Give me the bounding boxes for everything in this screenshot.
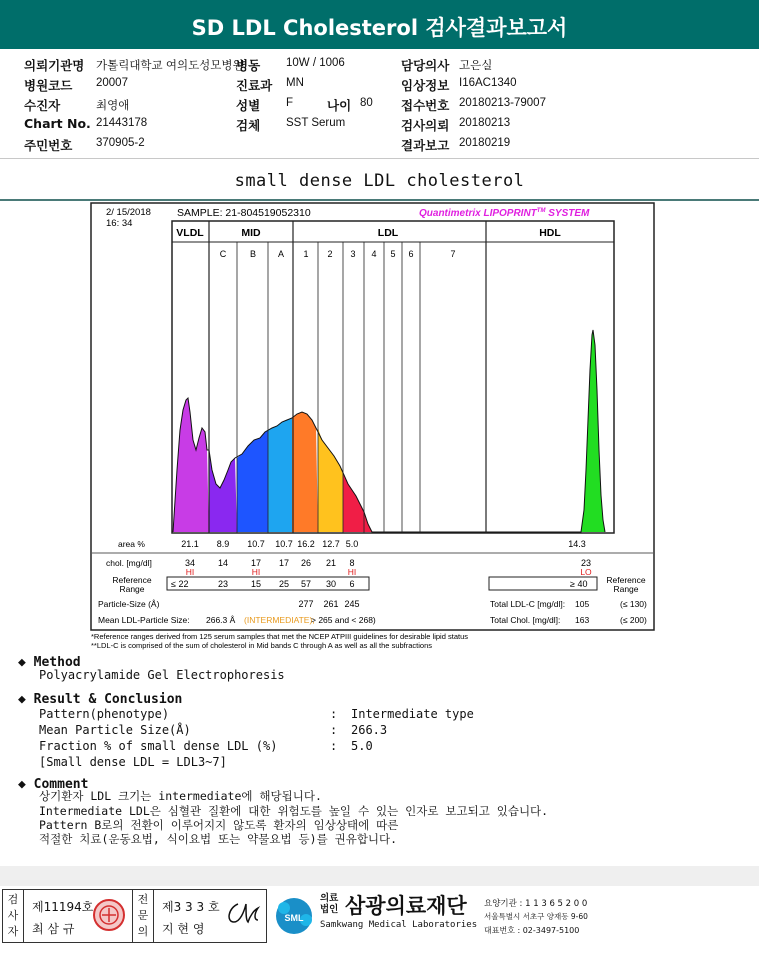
org-code: 요양기관 : 1 1 3 6 5 2 0 0 [484,899,588,909]
band-b: B [249,249,257,259]
specialist-label-box: 전 문 의 [132,889,154,943]
org-tel: 대표번호 : 02-3497-5100 [484,926,580,935]
result-sep: : [330,739,338,753]
comment-title: Comment [33,777,89,792]
total-ldl-value: 105 [575,599,590,609]
recipient-value: 최영애 [96,100,130,112]
svg-text:245: 245 [344,599,360,609]
svg-text:34: 34 [184,558,196,568]
fill-mid-a [268,418,292,532]
institution-label: 의뢰기관명 [24,58,85,73]
report-date: 2/ 15/2018 [106,207,151,218]
group-hdl: HDL [539,227,561,239]
age-label: 나이 [327,98,352,113]
group-ldl: LDL [377,227,399,239]
svg-text:HI: HI [185,567,195,577]
examiner-box [23,889,133,943]
particle-size-label: Particle-Size (Å) [98,599,160,609]
svg-text:277: 277 [298,599,314,609]
svg-text:17: 17 [278,558,290,568]
specimen-label: 검체 [236,118,261,133]
group-mid: MID [241,227,261,239]
comment-line: 상기환자 LDL 크기는 intermediate에 해당됩니다. [39,789,322,803]
receipt-no-value: 20180213-79007 [459,97,546,109]
svg-text:21: 21 [325,558,337,568]
band-3: 3 [350,249,356,259]
band-a: A [277,249,285,259]
brand-name: Quantimetrix LIPOPRINT™ SYSTEM [419,208,590,219]
svg-text:LO: LO [580,567,592,577]
diamond-bullet-icon: ◆ [18,777,34,792]
sample-id: SAMPLE: 21-804519052310 [177,207,311,219]
department-label: 진료과 [236,78,273,93]
svg-text:10.7: 10.7 [247,539,265,549]
svg-text:SML: SML [284,913,304,923]
result-report-label: 결과보고 [401,138,450,153]
specialist-box [153,889,267,943]
org-eng: Samkwang Medical Laboratories [320,920,478,930]
result-note: [Small dense LDL = LDL3~7] [39,755,227,769]
svg-text:12.7: 12.7 [322,539,340,549]
band-2: 2 [327,249,333,259]
comment-line: 적절한 치료(운동요법, 식이요법 또는 약물요법 등)를 권유합니다. [39,832,398,846]
svg-text:261: 261 [323,599,339,609]
ref-right-2: Range [613,584,639,594]
chol-label: chol. [mg/dl] [106,558,152,568]
svg-text:30: 30 [325,579,337,589]
hospital-code-label: 병원코드 [24,78,73,93]
result-title: Result & Conclusion [33,692,183,707]
diamond-bullet-icon: ◆ [18,692,34,707]
result-section [18,688,182,707]
ward-value: 10W / 1006 [286,57,345,69]
org-addr: 서울특별시 서초구 양재동 9-60 [484,912,588,921]
svg-text:57: 57 [300,579,312,589]
svg-text:25: 25 [278,579,290,589]
result-value: Intermediate type [351,707,474,721]
band-4: 4 [371,249,377,259]
result-report-value: 20180219 [459,137,511,149]
doctor-value: 고은실 [459,60,493,72]
hospital-code-value: 20007 [96,77,128,89]
comment-line: Pattern B로의 전환이 이루어지지 않도록 환자의 임상상태에 따른 [39,818,399,832]
svg-text:≤ 22: ≤ 22 [171,579,189,589]
org-type: 의료 법인 [320,893,339,915]
examiner-label-box: 검 사 자 [2,889,24,943]
svg-text:14: 14 [217,558,229,568]
sml-logo-icon [270,890,320,944]
svg-text:≥ 40: ≥ 40 [570,579,588,589]
chart-no-label: Chart No. [24,116,91,131]
department-value: MN [286,77,304,89]
clinical-info-label: 임상정보 [401,78,450,93]
method-title: Method [33,655,81,670]
age-value: 80 [360,97,373,109]
band-6: 6 [408,249,414,259]
test-request-label: 검사의뢰 [401,118,450,133]
receipt-no-label: 접수번호 [401,98,450,113]
clinical-info-value: I16AC1340 [459,77,517,89]
resident-no-value: 370905-2 [96,137,145,149]
ref-label-2: Range [119,584,145,594]
svg-text:HI: HI [251,567,261,577]
svg-text:5.0: 5.0 [345,539,359,549]
svg-text:6: 6 [349,579,355,589]
doctor-label: 담당의사 [401,58,450,73]
svg-text:8.9: 8.9 [216,539,230,549]
footnote-2: **LDL-C is comprised of the sum of cholesterol in Mid bands C through A as well as all the subfractions [91,641,433,650]
total-chol-value: 163 [575,615,590,625]
band-c: C [219,249,227,259]
test-request-value: 20180213 [459,117,511,129]
institution-value: 가톨릭대학교 여의도성모병원 [96,60,244,72]
result-value: 266.3 [351,723,388,737]
footer-band [0,866,759,886]
fill-ldl1 [292,412,318,532]
band-7: 7 [450,249,456,259]
sex-label: 성별 [236,98,261,113]
total-chol-ref: (≤ 200) [620,615,647,625]
signature-icon [224,898,262,928]
result-value: 5.0 [351,739,373,753]
specialist-name: 지 현 영 [162,922,205,936]
total-chol-label: Total Chol. [mg/dl]: [490,615,561,625]
chart-no-value: 21443178 [96,117,148,129]
result-key: Pattern(phenotype) [39,707,170,721]
report-title: SD LDL Cholesterol 검사결과보고서 [191,16,568,40]
comment-line: Intermediate LDL은 심혈관 질환에 대한 위험도를 높일 수 있는 인자로 보고되고 있습니다. [39,804,549,818]
total-ldl-ref: (≤ 130) [620,599,647,609]
ref-right-1: Reference [606,575,646,585]
total-ldl-label: Total LDL-C [mg/dl]: [490,599,566,609]
svg-text:14.3: 14.3 [568,539,586,549]
ward-label: 병동 [236,58,261,73]
resident-no-label: 주민번호 [24,138,73,153]
svg-text:23: 23 [217,579,229,589]
result-row [39,707,169,721]
mean-ldl-value: 266.3 Å [206,615,236,625]
section-title: small dense LDL cholesterol [234,171,525,191]
area-label: area % [118,539,145,549]
svg-text:8: 8 [349,558,355,568]
svg-text:HI: HI [347,567,357,577]
svg-text:23: 23 [580,558,592,568]
examiner-name: 최 삼 규 [32,922,75,936]
svg-text:26: 26 [300,558,312,568]
result-key: Fraction % of small dense LDL (%) [39,739,278,753]
method-text: Polyacrylamide Gel Electrophoresis [39,668,285,682]
report-time: 16: 34 [106,218,133,229]
group-vldl: VLDL [176,227,204,239]
specialist-no: 제3 3 3 호 [162,900,220,914]
mean-ldl-label: Mean LDL-Particle Size: [98,615,190,625]
mean-ldl-range: > 265 and < 268) [311,615,376,625]
result-sep: : [330,707,338,721]
ref-label-1: Reference [112,575,152,585]
svg-text:15: 15 [250,579,262,589]
recipient-label: 수진자 [24,98,61,113]
footnote-1: *Reference ranges derived from 125 serum samples that met the NCEP ATPIII guidelines for desirable lipid status [91,632,468,641]
result-sep: : [330,723,338,737]
mean-ldl-type: (INTERMEDIATE); [244,615,315,625]
org-name: 삼광의료재단 [345,894,467,918]
svg-text:21.1: 21.1 [181,539,199,549]
svg-text:16.2: 16.2 [297,539,315,549]
examiner-no: 제11194호 [32,900,94,914]
sex-value: F [286,97,294,109]
particle-sizes [298,599,359,609]
band-5: 5 [390,249,396,259]
result-key: Mean Particle Size(Å) [39,723,191,737]
examiner-seal-icon [92,898,126,932]
specimen-value: SST Serum [286,117,346,129]
svg-text:17: 17 [250,558,262,568]
band-1: 1 [303,249,309,259]
svg-text:10.7: 10.7 [275,539,293,549]
diamond-bullet-icon: ◆ [18,655,34,670]
